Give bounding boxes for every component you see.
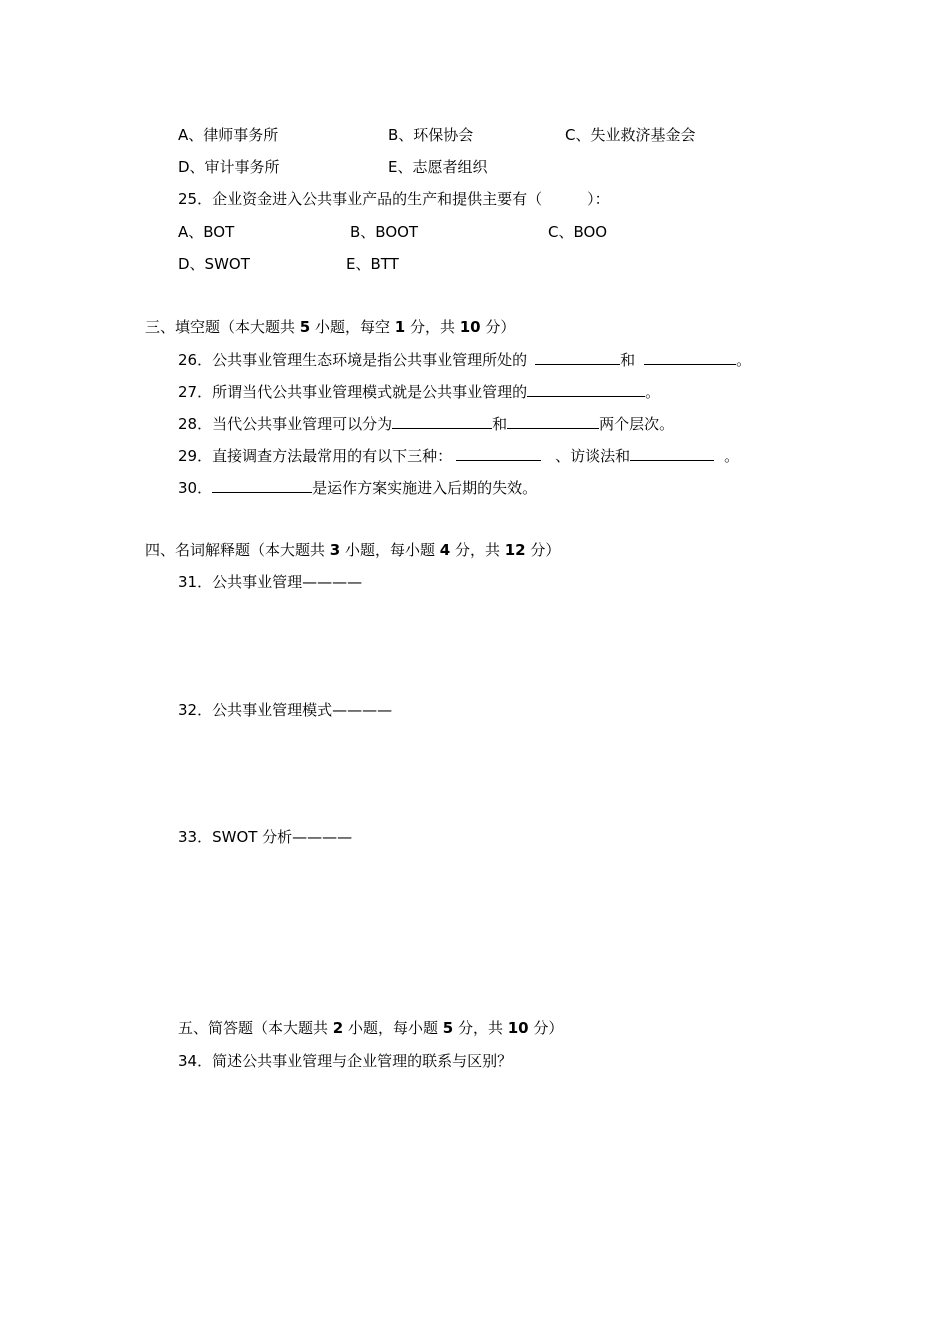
q28-blank-2[interactable] [507, 413, 599, 429]
section-4-count: 3 [329, 541, 341, 559]
section-3-heading [145, 317, 515, 337]
section-5-mid2: 分，共 [453, 1019, 508, 1037]
question-26 [178, 349, 751, 370]
option-e-text: E、志愿者组织 [388, 158, 488, 176]
question-29 [178, 445, 739, 466]
q25-option-b: B、BOOT [350, 223, 419, 241]
section-5-total: 10 [507, 1019, 529, 1037]
q25-option-d: D、SWOT [178, 255, 250, 273]
q25-option-a: A、BOT [178, 223, 235, 241]
question-27 [178, 381, 660, 402]
q28-and: 和 [492, 415, 508, 433]
q29-blank-2[interactable] [630, 445, 714, 461]
q29-text: 29．直接调查方法最常用的有以下三种： [178, 447, 453, 465]
question-28 [178, 413, 674, 434]
q28-end: 两个层次。 [599, 415, 675, 433]
q29-blank-1[interactable] [456, 445, 541, 461]
question-33: 33．SWOT 分析———— [178, 828, 353, 846]
q26-and: 和 [620, 351, 636, 369]
q27-text: 27．所谓当代公共事业管理模式就是公共事业管理的 [178, 383, 528, 401]
section-3-count: 5 [299, 318, 311, 336]
option-b-text: B、环保协会 [388, 126, 474, 144]
q29-end: 。 [724, 447, 740, 465]
q28-text: 28．当代公共事业管理可以分为 [178, 415, 393, 433]
section-4-pre: 四、名词解释题（本大题共 [145, 541, 330, 559]
section-3-post: 分） [480, 318, 516, 336]
q26-end: 。 [736, 351, 752, 369]
q28-blank-1[interactable] [392, 413, 492, 429]
question-31: 31．公共事业管理———— [178, 573, 363, 591]
q27-end: 。 [645, 383, 661, 401]
option-d-text: D、审计事务所 [178, 158, 280, 176]
question-30 [178, 477, 537, 498]
question-25-stem: 25．企业资金进入公共事业产品的生产和提供主要有（ ）： [178, 190, 610, 208]
section-3-pre: 三、填空题（本大题共 [145, 318, 300, 336]
q27-blank[interactable] [527, 381, 645, 397]
section-4-each: 4 [439, 541, 451, 559]
section-5-each: 5 [442, 1019, 454, 1037]
q30-num: 30． [178, 479, 213, 497]
q29-mid: 、访谈法和 [555, 447, 631, 465]
q25-option-c: C、BOO [548, 223, 608, 241]
q26-blank-1[interactable] [535, 349, 620, 365]
q26-blank-2[interactable] [644, 349, 736, 365]
section-4-mid2: 分，共 [450, 541, 505, 559]
section-4-total: 12 [504, 541, 526, 559]
option-a-text: A、律师事务所 [178, 126, 279, 144]
question-32: 32．公共事业管理模式———— [178, 701, 393, 719]
q25-option-e: E、BTT [346, 255, 399, 273]
section-5-mid1: 小题，每小题 [343, 1019, 443, 1037]
section-4-post: 分） [525, 541, 561, 559]
section-5-pre: 五、简答题（本大题共 [178, 1019, 333, 1037]
section-5-post: 分） [528, 1019, 564, 1037]
section-4-mid1: 小题，每小题 [340, 541, 440, 559]
section-3-mid2: 分，共 [405, 318, 460, 336]
section-3-mid1: 小题，每空 [310, 318, 395, 336]
section-5-count: 2 [332, 1019, 344, 1037]
q26-text: 26．公共事业管理生态环境是指公共事业管理所处的 [178, 351, 528, 369]
section-3-each: 1 [394, 318, 406, 336]
q30-text: 是运作方案实施进入后期的失效。 [312, 479, 538, 497]
option-c-text: C、失业救济基金会 [565, 126, 696, 144]
q30-blank[interactable] [212, 477, 312, 493]
section-4-heading [145, 540, 560, 560]
section-3-total: 10 [459, 318, 481, 336]
question-34: 34．简述公共事业管理与企业管理的联系与区别？ [178, 1052, 513, 1070]
section-5-heading [178, 1018, 563, 1038]
